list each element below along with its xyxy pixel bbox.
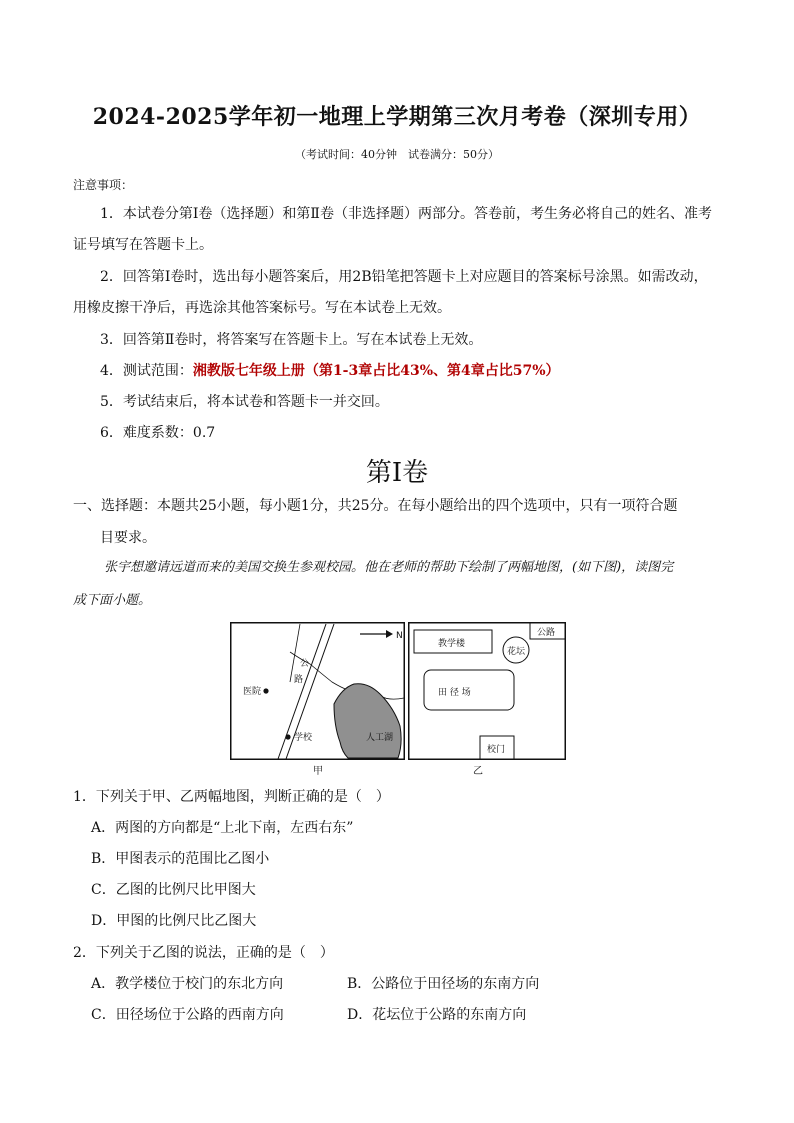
note-6: 6．难度系数：0.7 bbox=[100, 425, 216, 441]
road-label-char-1: 公 bbox=[300, 659, 310, 669]
question-1-option-a: A．两图的方向都是“上北下南，左西右东” bbox=[91, 820, 354, 836]
note-1-line-1: 1．本试卷分第Ⅰ卷（选择题）和第Ⅱ卷（非选择题）两部分。答卷前，考生务必将自己的姓名、准考 bbox=[100, 206, 712, 222]
note-2-line-2: 用橡皮擦干净后，再选涂其他答案标号。写在本试卷上无效。 bbox=[73, 300, 451, 316]
part1-instruction-line-1: 一、选择题：本题共25小题，每小题1分，共25分。在每小题给出的四个选项中，只有一项符合题 bbox=[73, 498, 678, 514]
map-yi bbox=[408, 622, 566, 760]
school-gate-label: 校门 bbox=[487, 745, 506, 755]
part1-instruction-line-2: 目要求。 bbox=[100, 530, 156, 546]
hospital-marker bbox=[263, 688, 268, 693]
sports-field-label: 田 径 场 bbox=[438, 688, 471, 698]
question-2-option-b: B．公路位于田径场的东南方向 bbox=[347, 976, 540, 992]
teaching-building-label: 教学楼 bbox=[438, 639, 466, 649]
intro-line-1: 张宇想邀请远道而来的美国交换生参观校园。他在老师的帮助下绘制了两幅地图，(如下图)，读图完 bbox=[104, 560, 674, 575]
note-1-line-2: 证号填写在答题卡上。 bbox=[73, 237, 213, 253]
exam-title: 2024-2025学年初一地理上学期第三次月考卷（深圳专用） bbox=[92, 104, 702, 130]
road-label-char-2: 路 bbox=[294, 675, 304, 685]
flower-bed-label: 花坛 bbox=[507, 647, 526, 657]
question-2-option-d: D．花坛位于公路的东南方向 bbox=[347, 1007, 527, 1023]
school-label: 学校 bbox=[294, 733, 313, 743]
question-1-stem: 1．下列关于甲、乙两幅地图，判断正确的是（ ） bbox=[73, 789, 390, 805]
hospital-label: 医院 bbox=[243, 687, 262, 697]
question-2-stem: 2．下列关于乙图的说法，正确的是（ ） bbox=[73, 945, 334, 961]
map-jia-caption: 甲 bbox=[313, 766, 323, 777]
question-1-option-d: D．甲图的比例尺比乙图大 bbox=[91, 913, 257, 929]
lake-label: 人工湖 bbox=[366, 733, 394, 743]
map-jia bbox=[230, 622, 405, 760]
question-2-option-c: C．田径场位于公路的西南方向 bbox=[91, 1007, 284, 1023]
question-2-option-a: A．教学楼位于校门的东北方向 bbox=[91, 976, 284, 992]
question-1-option-b: B．甲图表示的范围比乙图小 bbox=[91, 851, 270, 867]
note-5: 5．考试结束后，将本试卷和答题卡一并交回。 bbox=[100, 394, 389, 410]
north-label: N bbox=[396, 631, 403, 641]
notes-heading: 注意事项： bbox=[73, 178, 134, 192]
note-2-line-1: 2．回答第Ⅰ卷时，选出每小题答案后，用2B铅笔把答题卡上对应题目的答案标号涂黑。如需改动， bbox=[100, 269, 708, 285]
school-marker bbox=[285, 734, 290, 739]
intro-line-2: 成下面小题。 bbox=[73, 593, 152, 608]
section-title: 第Ⅰ卷 bbox=[365, 458, 429, 488]
map-yi-caption: 乙 bbox=[473, 766, 483, 777]
question-1-option-c: C．乙图的比例尺比甲图大 bbox=[91, 882, 256, 898]
note-4 bbox=[100, 361, 560, 381]
exam-subtitle: （考试时间：40分钟 试卷满分：50分） bbox=[295, 148, 499, 161]
note-3: 3．回答第Ⅱ卷时，将答案写在答题卡上。写在本试卷上无效。 bbox=[100, 332, 483, 348]
note-4-prefix: 4．测试范围： bbox=[100, 363, 193, 379]
road-label: 公路 bbox=[537, 628, 556, 638]
note-4-scope: 湘教版七年级上册（第1-3章占比43%、第4章占比57%） bbox=[192, 363, 560, 379]
